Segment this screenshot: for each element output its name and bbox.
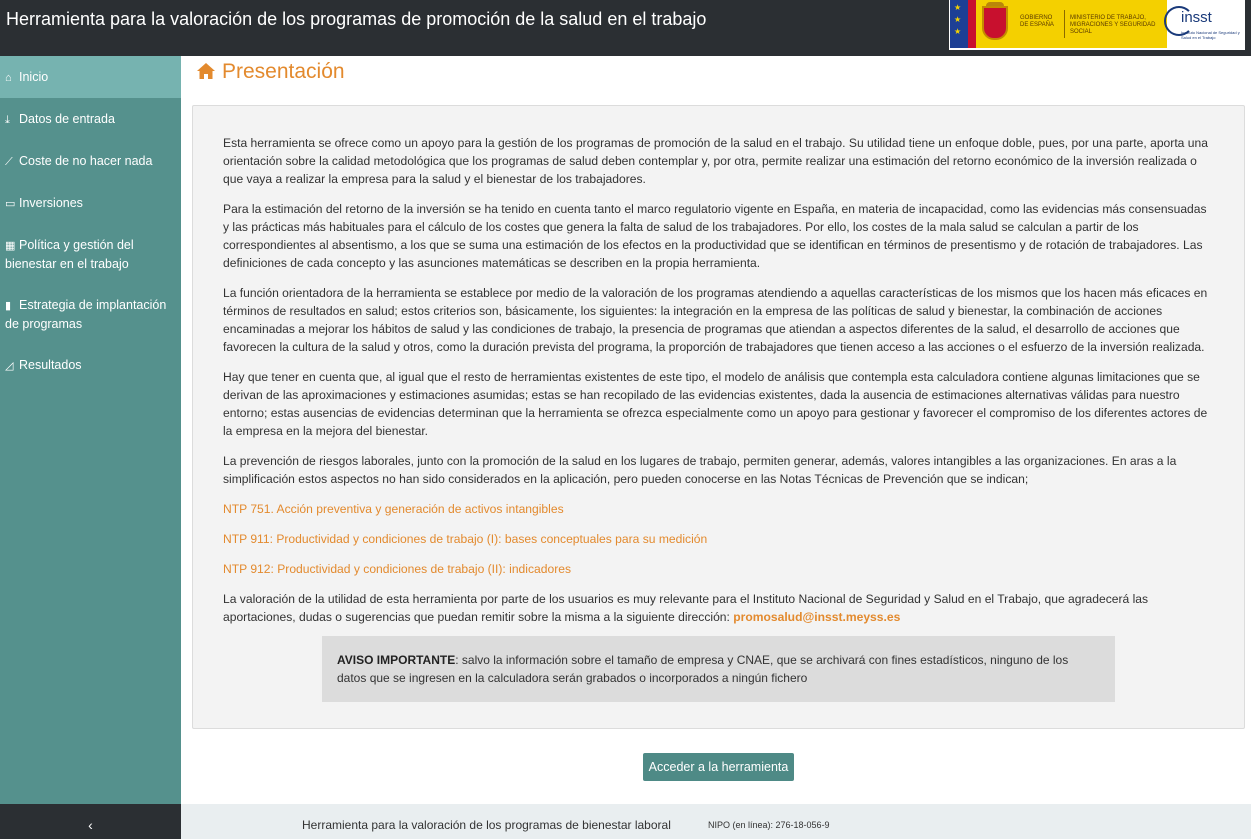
feedback-text: La valoración de la utilidad de esta herramienta por parte de los usuarios es muy relevante para el Instituto Nacional de Seguridad y Salud en el Trabajo, que agradecerá las aportaciones, dudas o sugerencias que puedan remitir sobre la misma a la siguiente dirección: [223, 592, 1149, 624]
flag-stripe [968, 0, 976, 48]
roi-paragraph: Para la estimación del retorno de la inversión se ha tenido en cuenta tanto el marco regulatorio vigente en España, en materia de incapacidad, como las evidencias más consensuadas y las prácticas más habituales para el cálculo de los costes que genera la falta de salud de los trabajadores. Por ello, los costes de la mala salud se calculan a partir de los correspondientes al absentismo, a los que se suma una estimación de los efectos en la productividad que se identifican en términos de presentismo y de rotación de trabajadores. Las definiciones de cada concepto y las asunciones matemáticas se describen en la propia herramienta. [223, 202, 1207, 270]
ntp-751-link[interactable]: NTP 751. Acción preventiva y generación de activos intangibles [223, 502, 564, 516]
limitations-paragraph: Hay que tener en cuenta que, al igual que el resto de herramientas existentes de este tipo, el modelo de análisis que contempla esta calculadora contiene algunas limitaciones que se derivan de las aproximaciones y estimaciones asumidas; estas se han recopilado de las evidencias existentes, dada la ausencia de estimaciones alternativas válidas para nuestro entorno; estas ausencias de evidencias determinan que la herramienta se ofrezca especialmente como un apoyo para gestionar y favorecer el compromiso de los diferentes actores de la empresa en la mejora del bienestar. [223, 370, 1208, 438]
top-bar [0, 0, 1251, 56]
insst-logo-word: insst [1181, 9, 1212, 26]
sidebar-item-inicio[interactable] [0, 56, 181, 98]
sidebar-item-coste-de-no-hacer-nada[interactable] [0, 140, 181, 182]
sidebar-collapse-button[interactable] [0, 804, 181, 839]
sidebar-item-label: Coste de no hacer nada [19, 154, 153, 168]
book-icon: ▮ [5, 300, 12, 312]
sidebar-item-label: Inversiones [19, 196, 83, 210]
chevron-left-icon: ‹ [88, 817, 93, 833]
logos-banner [949, 0, 1245, 50]
sidebar-item-politica-y-gestion[interactable] [0, 224, 181, 284]
ntp-912-link[interactable]: NTP 912: Productividad y condiciones de trabajo (II): indicadores [223, 562, 571, 576]
access-tool-button[interactable]: Acceder a la herramienta [643, 753, 794, 781]
table-icon: ▦ [5, 240, 16, 252]
sidebar-item-estrategia-de-implantacion[interactable] [0, 284, 181, 344]
sidebar-item-datos-de-entrada[interactable] [0, 98, 181, 140]
sidebar-item-inversiones[interactable] [0, 182, 181, 224]
footer [181, 804, 1251, 839]
line-chart-icon: ⟋ [5, 156, 13, 168]
app-title: Herramienta para la valoración de los programas de promoción de la salud en el trabajo [6, 9, 707, 29]
presentation-content [223, 134, 1215, 638]
sidebar-item-label: Inicio [19, 70, 49, 84]
eu-flag-logo: ★ ★ ★ [950, 0, 968, 48]
home-icon [196, 62, 216, 80]
gobierno-logo-text: GOBIERNO DE ESPAÑA [1020, 15, 1054, 28]
download-icon: ⤓ [5, 114, 10, 126]
home-icon: ⌂ [5, 72, 12, 84]
sidebar-item-label: Resultados [19, 358, 82, 372]
insst-logo-subtitle: Instituto Nacional de Seguridad y Salud en el Trabajo [1181, 30, 1240, 40]
insst-logo [1159, 0, 1245, 48]
criteria-paragraph: La función orientadora de la herramienta se establece por medio de la valoración de los programas atendiendo a aquellas características de los mismos que los hacen más eficaces en términos de resultados en salud; estos criterios son, básicamente, los siguientes: la integración en la empresa de las políticas de salud y bienestar, la combinación de acciones encaminadas a mejorar los hábitos de salud y las condiciones de trabajo, la presencia de programas que atiendan a aspectos diferentes de la salud, el desarrollo de acciones que favorecen la cultura de la salud y otros, como la duración prevista del programa, la proporción de trabajadores que tienen acceso a las acciones o el esfuerzo de la inversión realizada. [223, 286, 1208, 354]
contact-email-link[interactable]: promosalud@insst.meyss.es [733, 610, 901, 624]
footer-title: Herramienta para la valoración de los programas de bienestar laboral [302, 818, 671, 832]
notice-label: AVISO IMPORTANTE [337, 653, 456, 667]
intangibles-paragraph: La prevención de riesgos laborales, junto con la promoción de la salud en los lugares de trabajo, permiten generar, además, valores intangibles a las organizaciones. En aras a la simplificación estos aspectos no han sido considerados en la aplicación, pero pueden conocerse en las Notas Técnicas de Prevención que se indican; [223, 454, 1177, 486]
sidebar-item-label: Datos de entrada [19, 112, 115, 126]
notice-text: : salvo la información sobre el tamaño de empresa y CNAE, que se archivará con fines estadísticos, ninguno de los datos que se ingresen en la calculadora serán grabados o incorporados a ningún fichero [337, 653, 1069, 685]
feedback-paragraph [223, 590, 1215, 626]
coat-of-arms-icon [982, 6, 1008, 40]
sidebar-item-label: Estrategia de implantación de programas [5, 298, 167, 331]
page-title-text: Presentación [222, 60, 345, 83]
important-notice [322, 636, 1115, 702]
government-logo [968, 0, 1167, 48]
ntp-911-link[interactable]: NTP 911: Productividad y condiciones de trabajo (I): bases conceptuales para su medición [223, 532, 708, 546]
money-icon: ▭ [5, 198, 16, 210]
ministerio-logo-text: MINISTERIO DE TRABAJO, MIGRACIONES Y SEGURIDAD SOCIAL [1070, 15, 1156, 35]
area-chart-icon: ◿ [5, 360, 14, 372]
sidebar-item-label: Política y gestión del bienestar en el trabajo [5, 238, 134, 271]
sidebar [0, 56, 181, 804]
logo-divider [1064, 10, 1065, 38]
intro-paragraph: Esta herramienta se ofrece como un apoyo para la gestión de los programas de promoción de la salud en el trabajo. Su utilidad tiene un enfoque doble, pues, por una parte, aporta una orientación sobre la calidad metodológica que los programas de salud deben contemplar y, por otra, permite realizar una estimación del retorno económico de la inversión realizada o que vaya a realizar la empresa para la salud y el bienestar de los trabajadores. [223, 136, 1208, 186]
page-title [196, 60, 345, 86]
footer-nipo: NIPO (en línea): 276-18-056-9 [708, 820, 830, 830]
presentation-panel [192, 105, 1245, 729]
sidebar-item-resultados[interactable] [0, 344, 181, 386]
